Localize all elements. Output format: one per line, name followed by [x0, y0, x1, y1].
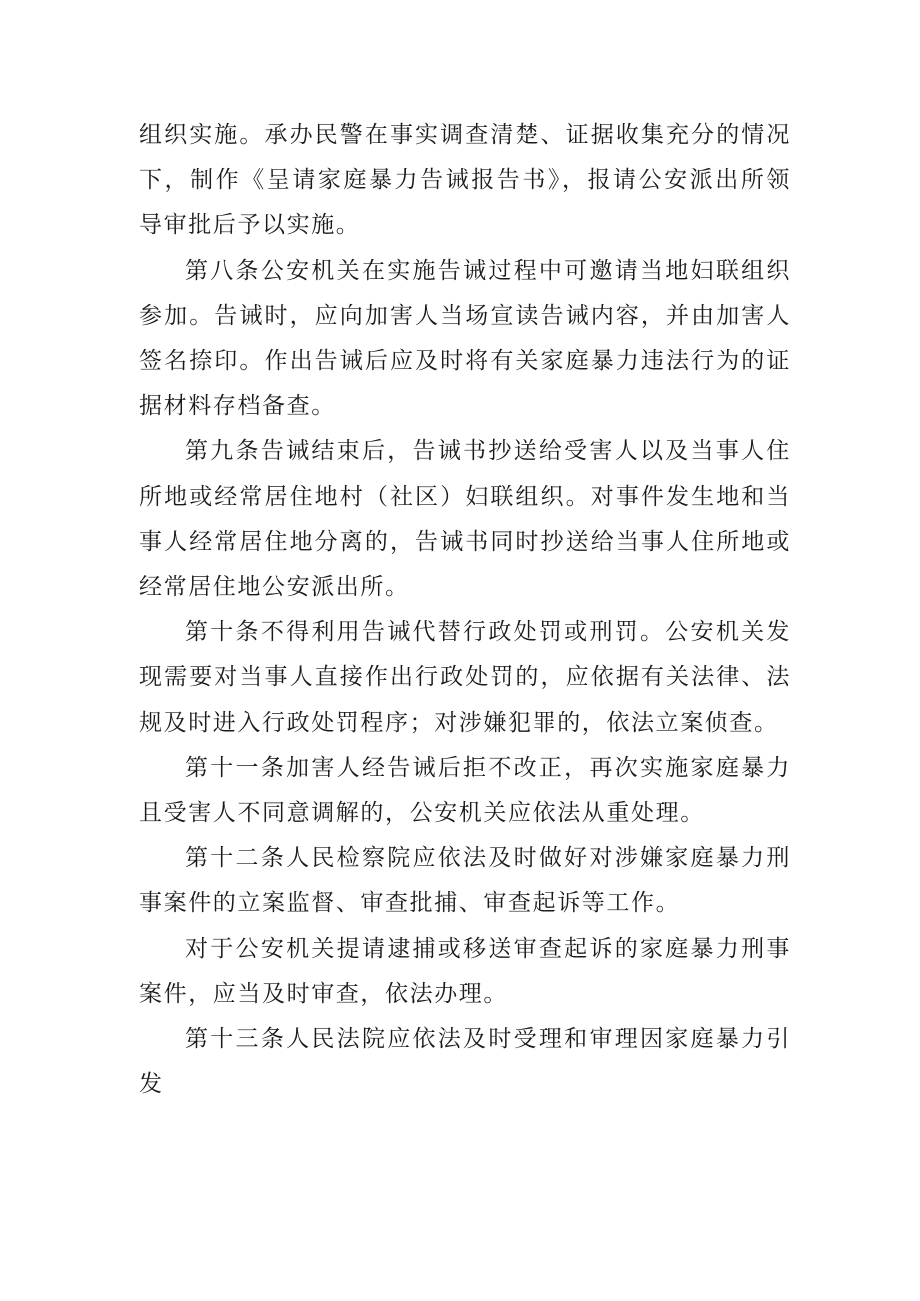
paragraph-article-13: 第十三条人民法院应依法及时受理和审理因家庭暴力引发	[139, 1026, 791, 1098]
paragraph-article-9: 第九条告诫结束后，告诫书抄送给受害人以及当事人住所地或经常居住地村（社区）妇联组织。对事件发生地和当事人经常居住地分离的，告诫书同时抄送给当事人住所地或经常居住地公安派出所。	[139, 438, 791, 601]
document-body	[139, 113, 791, 1107]
paragraph-article-10: 第十条不得利用告诫代替行政处罚或刑罚。公安机关发现需要对当事人直接作出行政处罚的，应依据有关法律、法规及时进入行政处罚程序；对涉嫌犯罪的，依法立案侦查。	[139, 619, 791, 736]
paragraph-continuation: 组织实施。承办民警在事实调查清楚、证据收集充分的情况下，制作《呈请家庭暴力告诫报告书》，报请公安派出所领导审批后予以实施。	[139, 122, 791, 239]
paragraph-article-12-cont: 对于公安机关提请逮捕或移送审查起诉的家庭暴力刑事案件，应当及时审查，依法办理。	[139, 935, 791, 1007]
paragraph-article-12: 第十二条人民检察院应依法及时做好对涉嫌家庭暴力刑事案件的立案监督、审查批捕、审查起诉等工作。	[139, 845, 791, 917]
paragraph-article-11: 第十一条加害人经告诫后拒不改正，再次实施家庭暴力且受害人不同意调解的，公安机关应依法从重处理。	[139, 754, 791, 827]
paragraph-article-8: 第八条公安机关在实施告诫过程中可邀请当地妇联组织参加。告诫时，应向加害人当场宣读告诫内容，并由加害人签名捺印。作出告诫后应及时将有关家庭暴力违法行为的证据材料存档备查。	[139, 257, 791, 420]
